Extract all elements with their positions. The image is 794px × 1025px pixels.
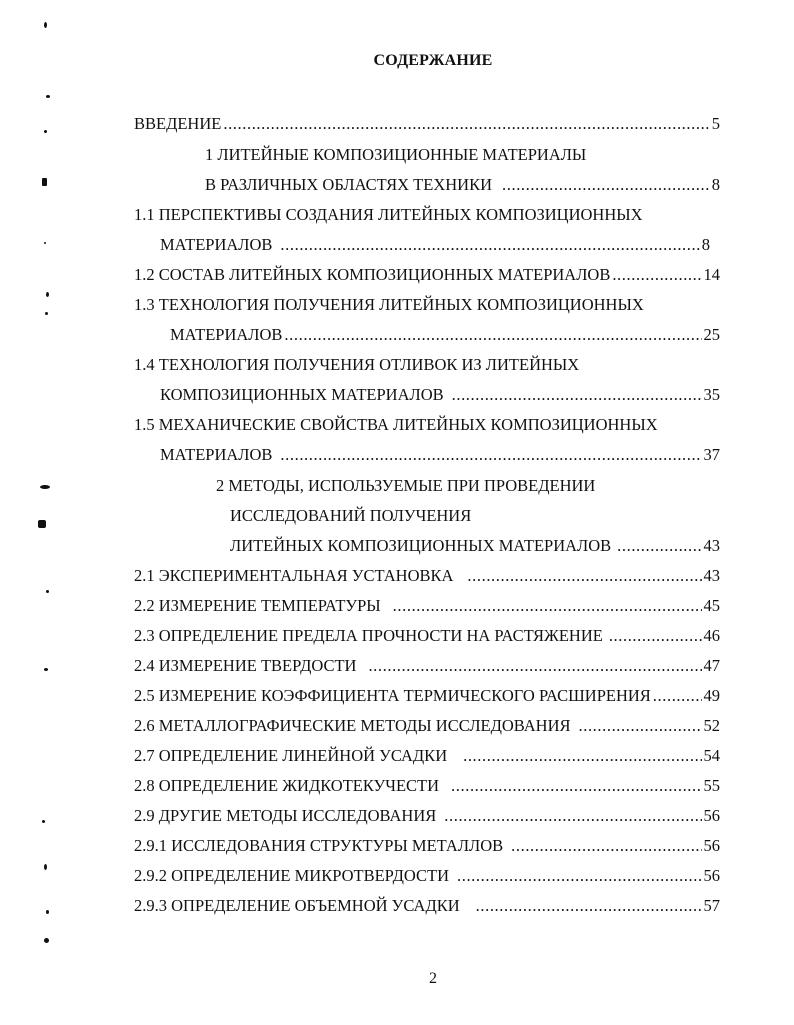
toc-entry-page: 14 — [703, 265, 720, 284]
toc-entry-label: МАТЕРИАЛОВ — [160, 235, 273, 254]
toc-entry-1-4-line1: 1.4 ТЕХНОЛОГИЯ ПОЛУЧЕНИЯ ОТЛИВОК ИЗ ЛИТЕЙНЫХ — [134, 355, 580, 374]
toc-entry-label: 1.2 СОСТАВ ЛИТЕЙНЫХ КОМПОЗИЦИОННЫХ МАТЕРИАЛОВ — [134, 265, 611, 284]
toc-entry-2-4 — [134, 656, 720, 676]
toc-entry-label: МАТЕРИАЛОВ — [170, 325, 283, 344]
scan-speck — [45, 312, 48, 315]
toc-entry-1-2 — [134, 265, 720, 285]
toc-entry-label: 2.9 ДРУГИЕ МЕТОДЫ ИССЛЕДОВАНИЯ — [134, 806, 437, 825]
toc-entry-1-1-line1: 1.1 ПЕРСПЕКТИВЫ СОЗДАНИЯ ЛИТЕЙНЫХ КОМПОЗИЦИОННЫХ — [134, 205, 643, 224]
scan-speck — [42, 178, 47, 186]
toc-entry-intro — [134, 114, 720, 134]
scan-speck — [46, 910, 49, 914]
toc-chapter-2-line1: 2 МЕТОДЫ, ИСПОЛЬЗУЕМЫЕ ПРИ ПРОВЕДЕНИИ — [216, 476, 596, 495]
toc-chapter-2 — [230, 536, 720, 556]
toc-entry-label: 2.8 ОПРЕДЕЛЕНИЕ ЖИДКОТЕКУЧЕСТИ — [134, 776, 440, 795]
scan-speck — [38, 520, 46, 528]
toc-entry-page: 56 — [703, 806, 720, 825]
toc-entry-1-3-line1: 1.3 ТЕХНОЛОГИЯ ПОЛУЧЕНИЯ ЛИТЕЙНЫХ КОМПОЗИЦИОННЫХ — [134, 295, 644, 314]
toc-entry-label: 2.9.3 ОПРЕДЕЛЕНИЕ ОБЪЕМНОЙ УСАДКИ — [134, 896, 460, 915]
toc-entry-page: 8 — [711, 175, 720, 194]
toc-entry-label: КОМПОЗИЦИОННЫХ МАТЕРИАЛОВ — [160, 385, 444, 404]
toc-entry-label: МАТЕРИАЛОВ — [160, 445, 273, 464]
toc-entry-page: 56 — [703, 836, 720, 855]
toc-entry-label: 2.5 ИЗМЕРЕНИЕ КОЭФФИЦИЕНТА ТЕРМИЧЕСКОГО РАСШИРЕНИЯ — [134, 686, 651, 705]
scan-speck — [42, 820, 45, 823]
toc-entry-1-5 — [160, 445, 720, 465]
toc-entry-page: 45 — [703, 596, 720, 615]
toc-entry-2-7 — [134, 746, 720, 766]
scan-speck — [46, 590, 49, 593]
scan-speck — [44, 130, 47, 133]
toc-entry-2-9-3 — [134, 896, 720, 916]
toc-entry-page: 5 — [711, 114, 720, 133]
toc-entry-1-5-line1: 1.5 МЕХАНИЧЕСКИЕ СВОЙСТВА ЛИТЕЙНЫХ КОМПОЗИЦИОННЫХ — [134, 415, 658, 434]
page-title: СОДЕРЖАНИЕ — [373, 52, 493, 69]
toc-entry-page: 35 — [703, 385, 720, 404]
scan-speck — [44, 668, 48, 671]
toc-entry-1-4 — [160, 385, 720, 405]
toc-chapter-1 — [205, 175, 720, 195]
toc-entry-label: 2.1 ЭКСПЕРИМЕНТАЛЬНАЯ УСТАНОВКА — [134, 566, 454, 585]
toc-entry-2-5 — [134, 686, 720, 706]
toc-entry-page: 49 — [703, 686, 720, 705]
toc-entry-1-3 — [170, 325, 720, 345]
scan-speck — [44, 242, 46, 244]
toc-entry-page: 43 — [703, 566, 720, 585]
toc-entry-page: 52 — [703, 716, 720, 735]
scan-speck — [44, 864, 47, 870]
toc-entry-2-2 — [134, 596, 720, 616]
toc-entry-1-1 — [160, 235, 710, 255]
toc-entry-label: 2.7 ОПРЕДЕЛЕНИЕ ЛИНЕЙНОЙ УСАДКИ — [134, 746, 448, 765]
page-number: 2 — [429, 970, 437, 987]
toc-entry-label: 2.9.2 ОПРЕДЕЛЕНИЕ МИКРОТВЕРДОСТИ — [134, 866, 449, 885]
scan-speck — [44, 22, 47, 28]
toc-entry-2-3 — [134, 626, 720, 646]
toc-entry-page: 54 — [703, 746, 720, 765]
toc-entry-page: 46 — [703, 626, 720, 645]
toc-entry-page: 57 — [703, 896, 720, 915]
toc-entry-page: 47 — [703, 656, 720, 675]
toc-entry-2-1 — [134, 566, 720, 586]
toc-entry-page: 37 — [703, 445, 720, 464]
toc-entry-label: 2.9.1 ИССЛЕДОВАНИЯ СТРУКТУРЫ МЕТАЛЛОВ — [134, 836, 504, 855]
toc-chapter-2-line2: ИССЛЕДОВАНИЙ ПОЛУЧЕНИЯ — [230, 506, 472, 525]
toc-entry-page: 55 — [703, 776, 720, 795]
toc-entry-label: 2.3 ОПРЕДЕЛЕНИЕ ПРЕДЕЛА ПРОЧНОСТИ НА РАСТЯЖЕНИЕ — [134, 626, 603, 645]
toc-entry-label: В РАЗЛИЧНЫХ ОБЛАСТЯХ ТЕХНИКИ — [205, 175, 493, 194]
toc-entry-2-9-2 — [134, 866, 720, 886]
toc-chapter-1-line1: 1 ЛИТЕЙНЫЕ КОМПОЗИЦИОННЫЕ МАТЕРИАЛЫ — [205, 145, 587, 164]
scan-speck — [46, 292, 49, 297]
toc-entry-2-9 — [134, 806, 720, 826]
scan-speck — [40, 485, 50, 489]
scan-speck — [44, 938, 49, 943]
toc-entry-2-8 — [134, 776, 720, 796]
toc-entry-2-6 — [134, 716, 720, 736]
toc-entry-page: 25 — [703, 325, 720, 344]
scan-speck — [46, 95, 50, 98]
toc-entry-page: 56 — [703, 866, 720, 885]
toc-entry-label: 2.2 ИЗМЕРЕНИЕ ТЕМПЕРАТУРЫ — [134, 596, 381, 615]
toc-entry-2-9-1 — [134, 836, 720, 856]
toc-entry-label: ЛИТЕЙНЫХ КОМПОЗИЦИОННЫХ МАТЕРИАЛОВ — [230, 536, 612, 555]
toc-entry-page: 43 — [703, 536, 720, 555]
toc-entry-page: 8 — [701, 235, 710, 254]
toc-entry-label: ВВЕДЕНИЕ — [134, 114, 222, 133]
toc-entry-label: 2.6 МЕТАЛЛОГРАФИЧЕСКИЕ МЕТОДЫ ИССЛЕДОВАНИЯ — [134, 716, 571, 735]
toc-entry-label: 2.4 ИЗМЕРЕНИЕ ТВЕРДОСТИ — [134, 656, 357, 675]
